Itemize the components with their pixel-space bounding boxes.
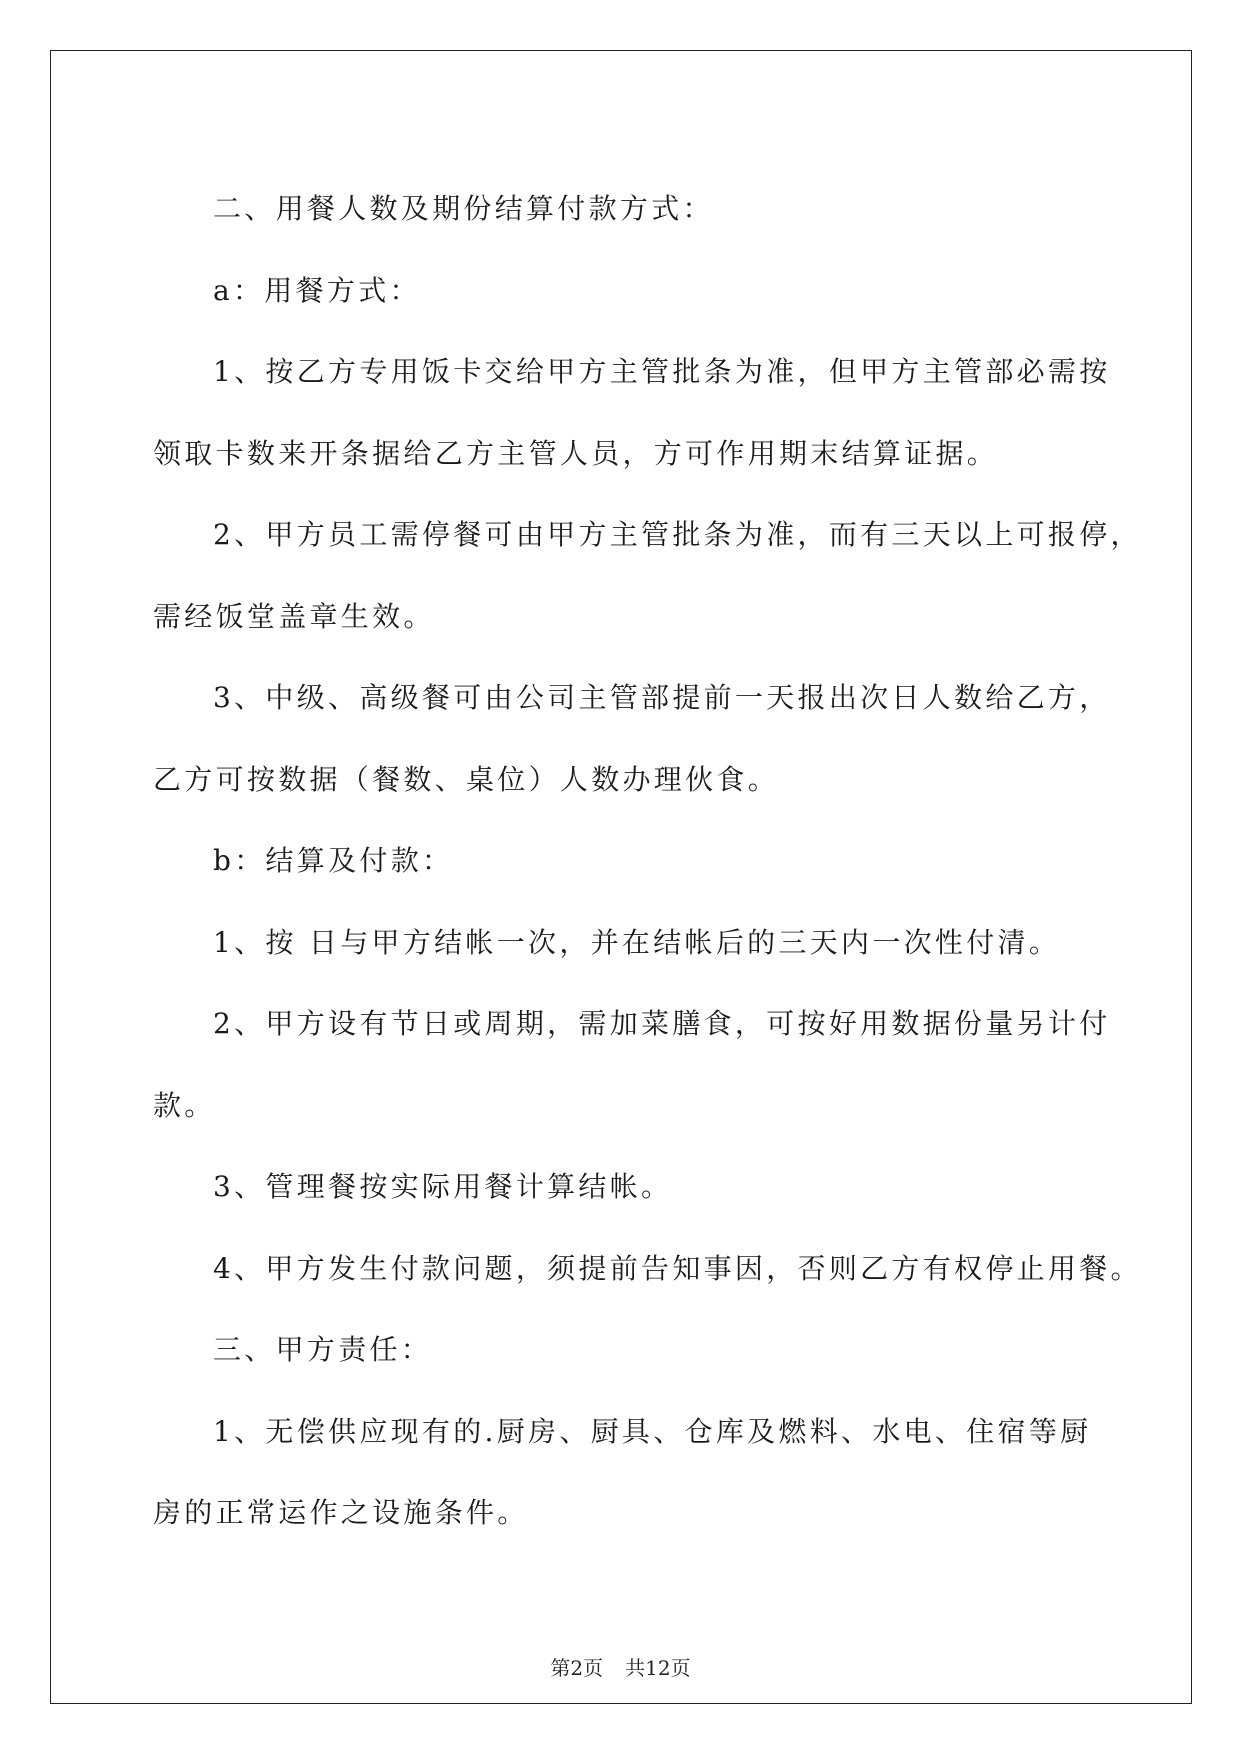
paragraph-section-two-heading: 二、用餐人数及期份结算付款方式： [213,192,714,225]
paragraph-holiday-meal-line-2: 款。 [153,1088,216,1122]
current-page-number: 第2页 [550,1656,604,1680]
paragraph-meal-card-line-1: 1、按乙方专用饭卡交给甲方主管批条为准，但甲方主管部必需按 [213,355,1111,388]
paragraph-settlement-heading: b：结算及付款： [213,844,454,877]
paragraph-facilities-line-2: 房的正常运作之设施条件。 [153,1496,529,1529]
paragraph-settlement-cycle: 1、按 日与甲方结帐一次，并在结帐后的三天内一次性付清。 [213,925,1061,959]
paragraph-senior-meal-line-2: 乙方可按数据（餐数、桌位）人数办理伙食。 [153,762,780,796]
paragraph-stop-meal-line-1: 2、甲方员工需停餐可由甲方主管批条为准，而有三天以上可报停， [213,518,1142,551]
total-page-count: 共12页 [625,1656,691,1680]
paragraph-meal-card-line-2: 领取卡数来开条据给乙方主管人员，方可作用期末结算证据。 [153,436,999,470]
paragraph-stop-meal-line-2: 需经饭堂盖章生效。 [153,599,435,633]
paragraph-senior-meal-line-1: 3、中级、高级餐可由公司主管部提前一天报出次日人数给乙方， [213,681,1111,714]
page-footer [0,1652,1241,1681]
paragraph-section-three-heading: 三、甲方责任： [213,1333,433,1366]
paragraph-payment-issue: 4、甲方发生付款问题，须提前告知事因，否则乙方有权停止用餐。 [213,1251,1142,1285]
document-body [153,168,1142,1554]
paragraph-management-meal: 3、管理餐按实际用餐计算结帐。 [213,1170,673,1203]
paragraph-facilities-line-1: 1、无偿供应现有的.厨房、厨具、仓库及燃料、水电、住宿等厨 [213,1414,1092,1448]
paragraph-holiday-meal-line-1: 2、甲方设有节日或周期，需加菜膳食，可按好用数据份量另计付 [213,1007,1111,1040]
paragraph-dining-method-heading: a：用餐方式： [213,273,421,307]
